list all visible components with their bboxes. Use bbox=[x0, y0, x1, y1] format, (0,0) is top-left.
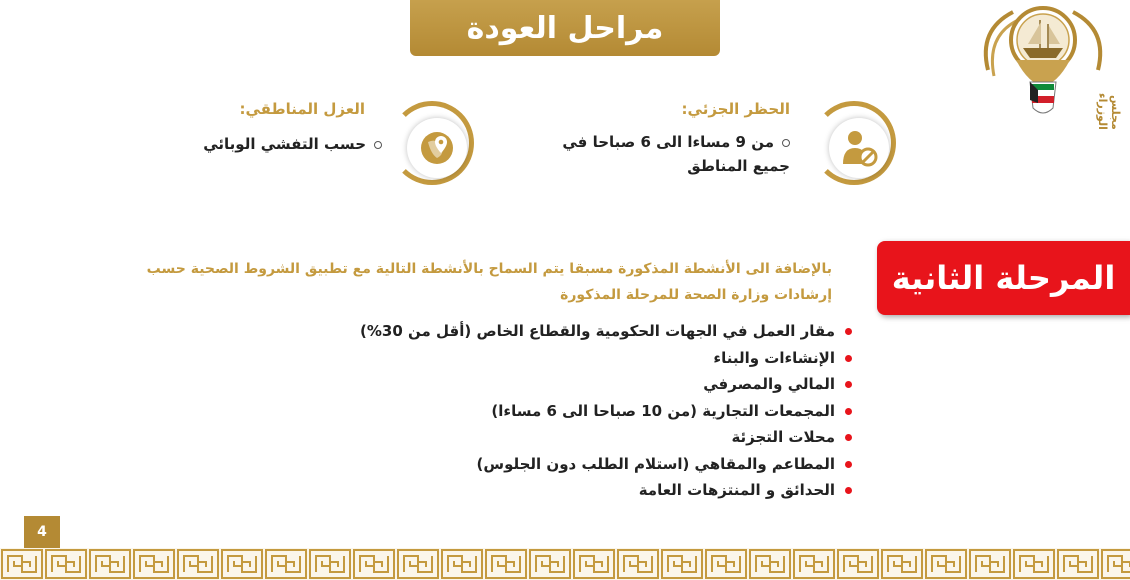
phase-label: المرحلة الثانية bbox=[877, 241, 1130, 315]
list-item bbox=[360, 371, 852, 398]
activity-text: مقار العمل في الجهات الحكومية والقطاع الخاص (أقل من 30%) bbox=[360, 322, 835, 340]
activities-list bbox=[360, 318, 852, 504]
activity-text: الحدائق و المنتزهات العامة bbox=[638, 481, 835, 499]
phase-intro bbox=[102, 256, 832, 308]
hollow-bullet bbox=[782, 139, 790, 147]
location-pin-icon bbox=[417, 128, 457, 168]
list-item bbox=[360, 345, 852, 372]
bullet-dot bbox=[845, 461, 852, 468]
bullet-dot bbox=[845, 381, 852, 388]
activity-text: الإنشاءات والبناء bbox=[713, 348, 835, 367]
partial-curfew-ring bbox=[812, 101, 896, 185]
list-item bbox=[360, 318, 852, 345]
page-title: مراحل العودة bbox=[410, 0, 720, 56]
list-item bbox=[360, 424, 852, 451]
bullet-dot bbox=[845, 487, 852, 494]
list-item bbox=[360, 451, 852, 478]
partial-curfew-heading: الحظر الجزئي: bbox=[681, 100, 790, 118]
decorative-border-pattern bbox=[0, 548, 1130, 580]
area-isolation-line1: حسب التفشي الوبائي bbox=[203, 135, 366, 153]
list-item bbox=[360, 477, 852, 504]
page-number: 4 bbox=[24, 516, 60, 548]
logo-caption: مجلس الوزراء bbox=[1096, 93, 1122, 130]
activity-text: المالي والمصرفي bbox=[703, 375, 835, 393]
area-isolation-heading: العزل المناطقي: bbox=[239, 100, 365, 118]
hollow-bullet bbox=[374, 141, 382, 149]
list-item bbox=[360, 398, 852, 425]
phase-intro-line2: إرشادات وزارة الصحة للمرحلة المذكورة bbox=[560, 287, 832, 303]
partial-curfew-text bbox=[562, 130, 790, 178]
bullet-dot bbox=[845, 408, 852, 415]
bullet-dot bbox=[845, 355, 852, 362]
person-restricted-icon bbox=[839, 128, 879, 168]
partial-curfew-line1: من 9 مساءا الى 6 صباحا في bbox=[562, 133, 774, 151]
partial-curfew-line2: جميع المناطق bbox=[687, 157, 790, 175]
activity-text: المطاعم والمقاهي (استلام الطلب دون الجلوس) bbox=[476, 454, 835, 473]
area-isolation-ring bbox=[390, 101, 474, 185]
phase-intro-line1: بالإضافة الى الأنشطة المذكورة مسبقا يتم السماح بالأنشطة التالية مع تطبيق الشروط الصحية حسب bbox=[146, 261, 832, 277]
activity-text: محلات التجزئة bbox=[731, 428, 835, 446]
bullet-dot bbox=[845, 328, 852, 335]
bullet-dot bbox=[845, 434, 852, 441]
area-isolation-text bbox=[203, 132, 382, 156]
activity-text: المجمعات التجارية (من 10 صباحا الى 6 مساءا) bbox=[491, 401, 835, 420]
